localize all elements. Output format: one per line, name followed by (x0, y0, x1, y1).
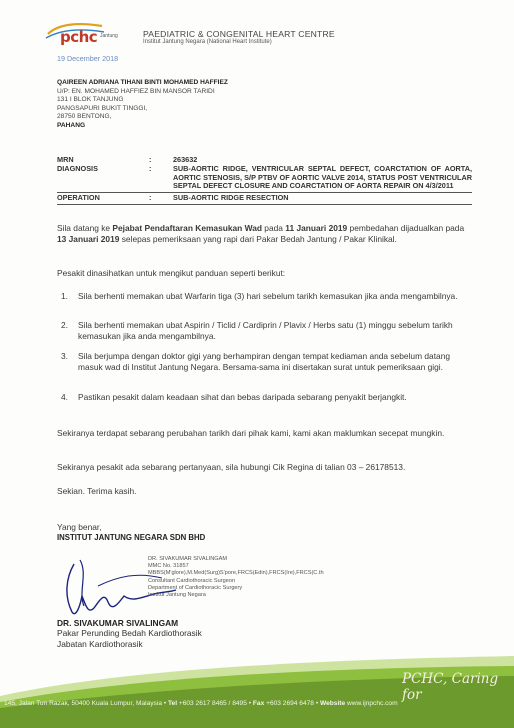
item-number: 2. (61, 320, 68, 330)
separator-icon: • (315, 700, 319, 707)
change-notice: Sekiranya terdapat sebarang perubahan tarikh dari pihak kami, kami akan maklumkan secepat mungkin. (57, 428, 445, 438)
org-subname: Institut Jantung Negara (National Heart Institute) (143, 39, 272, 45)
footer-tagline: PCHC, Caring for (402, 671, 499, 703)
footer-contact (4, 700, 398, 707)
paragraph-text: selepas pemeriksaan yang rapi dari Pakar Bedah Jantung / Pakar Klinikal. (119, 234, 397, 245)
item-text: Sila berhenti memakan ubat Warfarin tiga (3) hari sebelum tarikh kemasukan jika anda mengambilnya. (78, 291, 458, 301)
signer-name: DR. SIVAKUMAR SIVALINGAM (57, 618, 179, 628)
website-label: Website (319, 700, 346, 707)
recipient-line: PANGSAPURI BUKIT TINGGI, (57, 104, 148, 112)
footer-address: 145, Jalan Tun Razak, 50400 Kuala Lumpur, Malaysia (4, 700, 162, 707)
admission-office: Pejabat Pendaftaran Kemasukan Wad (112, 223, 262, 233)
letter-date: 19 December 2018 (57, 54, 119, 63)
tel-value: +603 2617 8465 / 8495 (178, 700, 247, 707)
stamp-mmc: MMC No. 31857 (148, 563, 189, 570)
item-number: 3. (61, 351, 68, 361)
diagnosis-row (57, 165, 472, 191)
website-link[interactable]: www.ijnpchc.com (347, 700, 398, 707)
paragraph-text: Sila datang ke (57, 223, 113, 233)
colon: : (149, 155, 152, 164)
operation-label: OPERATION (57, 193, 100, 203)
item-text: Pastikan pesakit dalam keadaan sihat dan bebas daripada sebarang penyakit berjangkit. (78, 392, 407, 402)
logo-text: pchc (60, 28, 98, 46)
stamp-dept: Department of Cardiothoracic Surgery (148, 584, 243, 591)
instructions-intro: Pesakit dinasihatkan untuk mengikut panduan seperti berikut: (57, 268, 286, 278)
contact-notice: Sekiranya pesakit ada sebarang pertanyaan, sila hubungi Cik Regina di talian 03 – 26178513. (57, 462, 406, 472)
yang-benar: Yang benar, (57, 522, 102, 532)
stamp-role: Consultant Cardiothoracic Surgeon (148, 577, 236, 584)
stamp-quals: MBBS(M'glore),M.Med(Surg)S'pore,FRCS(Edin),FRCS(Ire),FRCS(C.th (148, 570, 324, 577)
operation-value: SUB-AORTIC RIDGE RESECTION (173, 193, 289, 203)
admission-paragraph (57, 223, 475, 245)
diagnosis-value: SUB-AORTIC RIDGE, VENTRICULAR SEPTAL DEFECT, COARCTATION OF AORTA, AORTIC STENOSIS, S/P PTBV OF AORTIC VALVE 2014, STATUS POST VENTRICULAR SEPTAL DEFECT CLOSURE AND COARCTATION OF AORTA REPAIR ON 4/3/2011 (173, 163, 472, 191)
fax-label: Fax (252, 700, 265, 707)
org-name: PAEDIATRIC & CONGENITAL HEART CENTRE (143, 29, 335, 39)
diagnosis-label: DIAGNOSIS (57, 163, 98, 173)
mrn-label: MRN (57, 155, 74, 164)
paragraph-text: pembedahan dijadualkan pada (347, 223, 465, 233)
separator-icon: • (163, 700, 167, 707)
recipient-line: 131 I BLOK TANJUNG (57, 96, 124, 104)
operation-row (57, 192, 472, 205)
mrn-value: 263632 (173, 155, 198, 164)
signer-title: Pakar Perunding Bedah Kardiothorasik (57, 628, 202, 639)
stamp-name: DR. SIVAKUMAR SIVALINGAM (148, 556, 228, 562)
recipient-line: U/P: EN. MOHAMED HAFFIEZ BIN MANSOR TARIDI (57, 87, 215, 95)
recipient-name: QAIREEN ADRIANA TIHANI BINTI MOHAMED HAFFIEZ (57, 79, 228, 86)
fax-value: +603 2694 6478 (266, 700, 314, 707)
recipient-address (57, 79, 228, 131)
closing: Sekian. Terima kasih. (57, 486, 137, 496)
item-number: 4. (61, 392, 68, 402)
colon: : (149, 163, 152, 173)
tel-label: Tel (167, 700, 178, 707)
stamp-inst: Institut Jantung Negara (148, 592, 206, 599)
surgery-date: 13 Januari 2019 (57, 234, 120, 245)
item-number: 1. (61, 291, 68, 301)
paragraph-text: pada (261, 223, 286, 233)
patient-meta (57, 156, 472, 205)
doctor-stamp (148, 556, 324, 599)
recipient-line: 28750 BENTONG, (57, 113, 112, 121)
admission-date: 11 Januari 2019 (285, 223, 348, 233)
colon: : (149, 193, 152, 203)
company-name: INSTITUT JANTUNG NEGARA SDN BHD (57, 533, 206, 542)
logo-subtext: Jantung (100, 33, 118, 39)
recipient-state: PAHANG (57, 121, 86, 129)
signer-dept: Jabatan Kardiothorasik (57, 638, 143, 649)
item-text: Sila berhenti memakan ubat Aspirin / Ticlid / Cardiprin / Plavix / Herbs satu (1) minggu sebelum tarikh kemasukan jika anda mengambilnya. (78, 320, 453, 342)
separator-icon: • (248, 700, 252, 707)
item-text: Sila berjumpa dengan doktor gigi yang berhampiran dengan tempat kediaman anda sebelum datang masuk wad di Institut Jantung Negara. Bersama-sama ini disertakan surat untuk pemeriksaan gigi. (78, 351, 451, 373)
signer-block (57, 618, 202, 649)
